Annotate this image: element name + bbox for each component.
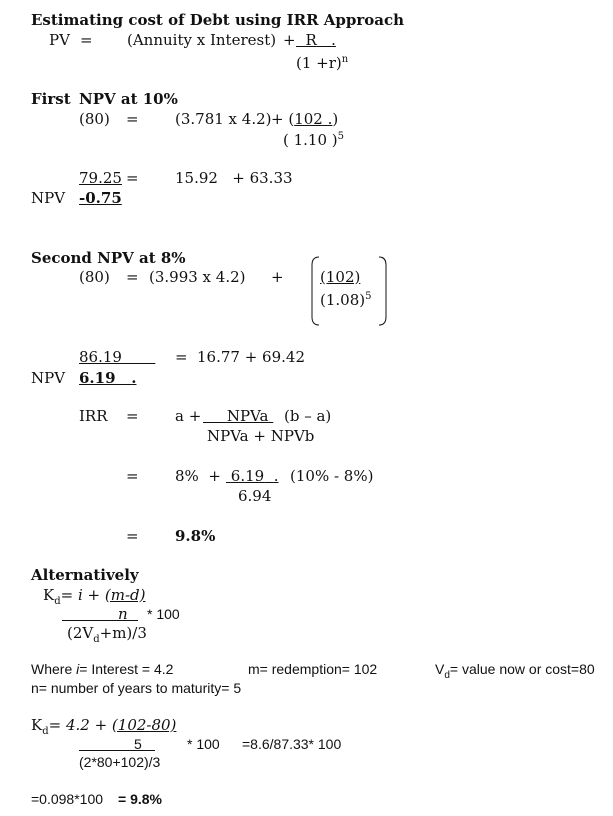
npv-label: NPV [31,189,66,207]
equals-sign: = [126,110,139,128]
first-expr: (3.781 x 4.2) [175,110,272,128]
irr-bracket: (b – a) [284,407,332,425]
irr-a-plus: a + [175,407,202,425]
irr-label: IRR [79,407,108,425]
kd-calc-times: * 100 [187,736,220,752]
kd-n: n [118,605,128,623]
irr-diff: (10% - 8%) [290,467,374,485]
kd-calc-n: 5 [134,736,142,752]
first-parts: 15.92 + 63.33 [175,169,293,187]
where-years: n= number of years to maturity= 5 [31,680,242,696]
final-result: = 9.8% [118,791,162,807]
kd-calc: $K_d= 4.2 + (102-80)$ [31,716,177,737]
pv-label: PV [49,31,70,49]
kd-denominator: $(2V_d+m)/3$ [67,624,147,645]
equals-sign: = [126,268,139,286]
irr-denominator: NPVa + NPVb [207,427,315,445]
kd-formula: $K_d= i + (m-d)$ [43,586,146,607]
kd-calc-denominator: (2*80+102)/3 [79,754,161,770]
first-sum: 79.25 [79,169,122,187]
equals-sign: = [126,527,139,545]
fraction-bar [79,750,155,751]
alt-heading: Alternatively [31,566,139,584]
irr-numerator-value: 6.19 . [230,467,279,485]
fraction-denominator: $(1 +r)^n$ [296,54,349,72]
kd-times: * 100 [147,606,180,622]
first-npv-value: -0.75 [79,189,122,207]
npv-label: NPV [31,369,66,387]
second-sum: 86.19 [79,348,122,366]
plus-sign: + [283,31,296,49]
irr-result: 9.8% [175,527,216,545]
first-fraction-den: ( 1.10 )$^5$ [283,131,345,149]
equals-sign: = [175,348,188,366]
plus-sign: + [271,268,284,286]
irr-pct-plus: 8% + [175,467,221,485]
second-fraction-den: $(1.08)^5$ [320,291,372,309]
second-lhs: (80) [79,268,110,286]
first-lhs: (80) [79,110,110,128]
second-npv-value: 6.19 . [79,369,137,387]
first-heading-label: First [31,90,71,108]
second-fraction-num: (102) [320,268,361,286]
equals-sign: = [126,169,139,187]
page-title: Estimating cost of Debt using IRR Approach [31,11,405,29]
fraction-numerator: R . [305,31,336,49]
kd-calc-result: =8.6/87.33* 100 [242,736,342,752]
where-value: $V_d=$ value now or cost=80 [435,661,595,681]
irr-numerator: NPVa [226,407,269,425]
where-redemption: m= redemption= 102 [248,661,378,677]
second-parts: 16.77 + 69.42 [197,348,305,366]
first-fraction-num: + (102 .) [271,110,339,128]
annuity-term: (Annuity x Interest) [127,31,277,49]
equals-sign: = [126,467,139,485]
final-calc: =0.098*100 [31,791,104,807]
second-heading: Second NPV at 8% [31,249,186,267]
equals-sign: = [126,407,139,425]
first-heading: NPV at 10% [79,90,178,108]
where-interest: Where i= Interest = 4.2 [31,661,174,677]
irr-denominator-value: 6.94 [238,487,272,505]
equals-sign: = [80,31,93,49]
second-expr: (3.993 x 4.2) [149,268,246,286]
